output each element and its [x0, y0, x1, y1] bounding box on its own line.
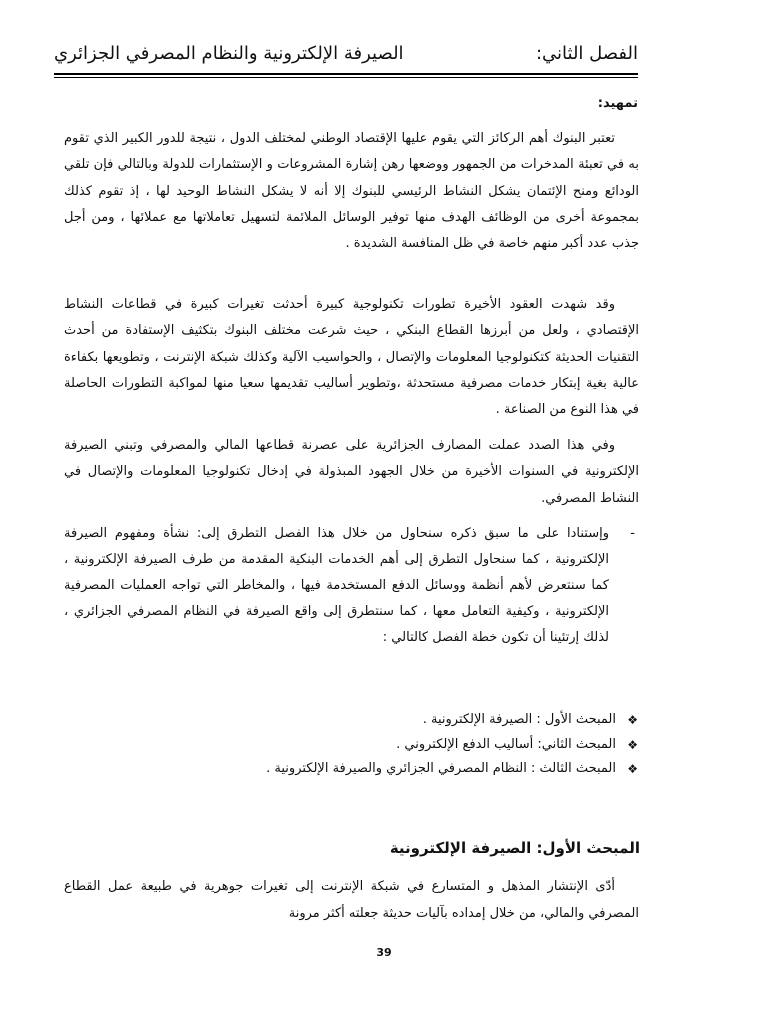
plan-item — [188, 757, 638, 782]
page-number: 39 — [376, 946, 392, 959]
diamond-bullet-icon: ❖ — [627, 762, 638, 776]
intro-heading: تمهيد: — [597, 96, 638, 111]
header-divider-thin — [54, 77, 638, 78]
header-chapter-title: الصيرفة الإلكترونية والنظام المصرفي الجزائري — [54, 43, 404, 64]
chapter-plan-list — [188, 708, 638, 782]
plan-item-label: المبحث الثاني: أساليب الدفع الإلكتروني . — [396, 736, 616, 752]
diamond-bullet-icon: ❖ — [627, 713, 638, 727]
plan-item — [188, 733, 638, 758]
plan-item — [188, 708, 638, 733]
chapter-overview-bullet — [64, 521, 639, 651]
dash-bullet-marker: - — [630, 526, 635, 541]
intro-paragraph-3: وفي هذا الصدد عملت المصارف الجزائرية على عصرنة قطاعها المالي والمصرفي وتبني الصيرفة الإلكترونية في السنوات الأخيرة من خلال الجهود المبذولة في إدخال تكنولوجيا المعلومات والإتصال في النشاط المصرفي. — [64, 438, 639, 506]
section-heading: المبحث الأول: الصيرفة الإلكترونية — [389, 839, 640, 857]
header-chapter-label: الفصل الثاني: — [535, 43, 638, 64]
header-divider-thick — [54, 73, 638, 75]
intro-paragraph-1: تعتبر البنوك أهم الركائز التي يقوم عليها الإقتصاد الوطني لمختلف الدول ، نتيجة للدور الكبير الذي تقوم به في تعبئة المدخرات من الجمهور ووضعها رهن إشارة المشروعات و الإستثمارات للدولة وبالتالي فإن تلقي الودائع ومنح الإئتمان يشكل النشاط الرئيسي للبنوك إلا أنه لا يشكل النشاط الوحيد لها ، إذ تقوم كذلك بمجموعة أخرى من الوظائف الهدف منها توفير الوسائل الملائمة لتسهيل تعاملاتها مع عملائها ، ومن أجل جذب عدد أكبر منهم خاصة في ظل المنافسة الشديدة . — [64, 131, 639, 252]
chapter-overview-text: وإستنادا على ما سبق ذكره سنحاول من خلال هذا الفصل التطرق إلى: نشأة ومفهوم الصيرفة الإلكترونية ، كما سنحاول التطرق إلى أهم الخدمات البنكية المقدمة من طرف الصيرفة الإلكترونية ، كما سنتعرض لأهم أنظمة ووسائل الدفع المستخدمة فيها ، والمخاطر التي تواجه العمليات المصرفية الإلكترونية ، وكيفية التعامل معها ، كما سنتطرق إلى واقع الصيرفة في النظام المصرفي الجزائري ، لذلك إرتئينا أن تكون خطة الفصل كالتالي : — [64, 526, 609, 645]
intro-paragraph-2: وقد شهدت العقود الأخيرة تطورات تكنولوجية كبيرة أحدثت تغيرات كبيرة في قطاعات النشاط الإقتصادي ، ولعل من أبرزها القطاع البنكي ، حيث شرعت مختلف البنوك بتكثيف الإستفادة من أحدث التقنيات الحديثة كتكنولوجيا المعلومات والإتصال ، والحواسيب الآلية وكذلك شبكة الإنترنت ، وتطويعها بكفاءة عالية بغية إبتكار خدمات مصرفية مستحدثة ،وتطوير أساليب تقديمها سعيا منها لمواكبة التطورات الحاصلة في هذا النوع من الصناعة . — [64, 297, 639, 418]
plan-item-label: المبحث الثالث : النظام المصرفي الجزائري والصيرفة الإلكترونية . — [266, 761, 616, 776]
page-header — [54, 40, 638, 74]
plan-item-label: المبحث الأول : الصيرفة الإلكترونية . — [422, 712, 616, 727]
section-paragraph: أدّى الإنتشار المذهل و المتسارع في شبكة الإنترنت إلى تغيرات جوهرية في طبيعة عمل القطاع المصرفي والمالي، من خلال إمداده بآليات حديثة جعلته أكثر مرونة — [64, 879, 639, 921]
diamond-bullet-icon: ❖ — [627, 737, 638, 752]
